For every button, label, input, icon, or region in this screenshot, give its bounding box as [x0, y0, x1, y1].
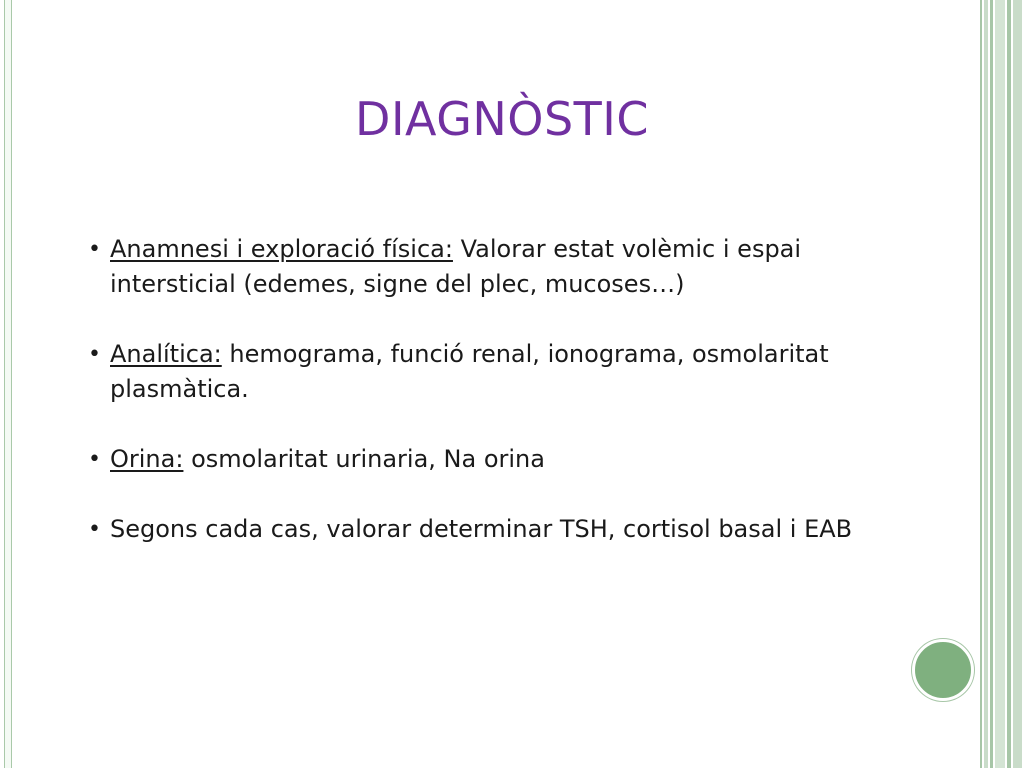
bullet-label: Orina: [110, 445, 184, 473]
bullet-item-segons [88, 512, 928, 547]
bullet-icon: • [88, 342, 101, 367]
green-circle-icon [912, 639, 974, 701]
bullet-text: Valorar estat volèmic i espai intersticial (edemes, signe del plec, mucoses…) [110, 235, 802, 298]
bullet-label: Analítica: [110, 340, 222, 368]
bullet-text: Segons cada cas, valorar determinar TSH, cortisol basal i EAB [110, 515, 853, 543]
bullet-item-orina [88, 442, 928, 477]
bullet-text: hemograma, funció renal, ionograma, osmolaritat plasmàtica. [110, 340, 829, 403]
bullet-icon: • [88, 237, 101, 262]
bullet-icon: • [88, 447, 101, 472]
bullet-icon: • [88, 517, 101, 542]
bullet-item-analitica [88, 337, 928, 407]
bullet-list [88, 232, 928, 582]
slide-title: DIAGNÒSTIC [355, 92, 649, 146]
bullet-text: osmolaritat urinaria, Na orina [183, 445, 545, 473]
stripe [1013, 0, 1022, 768]
stripe [1007, 0, 1011, 768]
bullet-label: Anamnesi i exploració física: [110, 235, 453, 263]
bullet-item-anamnesi [88, 232, 928, 302]
